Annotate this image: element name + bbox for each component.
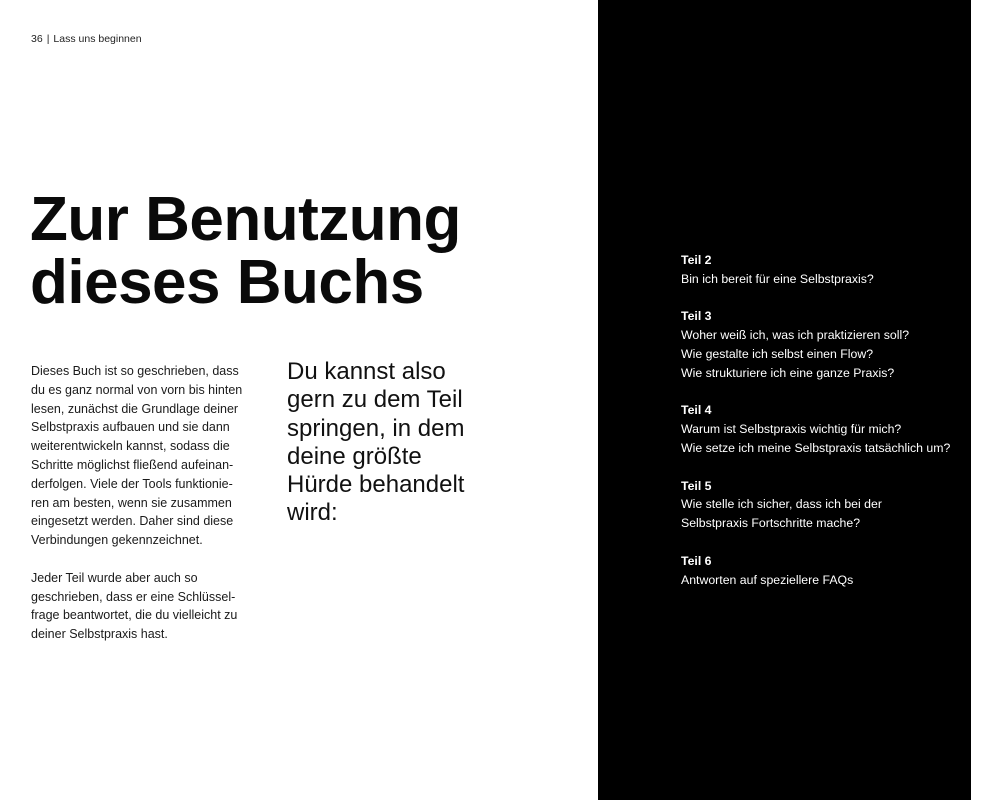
toc-item: Warum ist Selbstpraxis wichtig für mich? xyxy=(681,422,902,437)
body-paragraph xyxy=(31,569,263,644)
toc-item: Wie strukturiere ich eine ganze Praxis? xyxy=(681,365,895,380)
body-line: Dieses Buch ist so geschrieben, dass xyxy=(31,364,239,378)
page-title xyxy=(30,185,570,317)
pull-quote xyxy=(287,358,527,528)
toc-item: Antworten auf speziellere FAQs xyxy=(681,572,854,587)
body-line: frage beantwortet, die du vielleicht zu xyxy=(31,608,238,623)
toc-heading: Teil 2 xyxy=(681,253,712,267)
toc-item: Wie setze ich meine Selbstpraxis tatsächlich um? xyxy=(681,440,951,455)
toc-item: Bin ich bereit für eine Selbstpraxis? xyxy=(681,271,874,286)
header-separator: | xyxy=(46,33,50,45)
body-line: du es ganz normal von vorn bis hinten xyxy=(31,382,243,397)
toc-section-teil-2 xyxy=(681,251,1000,289)
toc-heading: Teil 3 xyxy=(681,309,712,324)
title-line: dieses Buchs xyxy=(30,248,424,317)
body-line: Selbstpraxis aufbauen und sie dann xyxy=(31,420,230,435)
pull-quote-line: Du kannst also xyxy=(287,358,446,385)
toc-section-teil-5 xyxy=(681,477,1000,533)
toc-section-teil-3 xyxy=(681,307,1000,382)
toc-item: Woher weiß ich, was ich praktizieren soll? xyxy=(681,328,910,343)
body-paragraph xyxy=(31,362,263,550)
toc-section-teil-4 xyxy=(681,401,1000,457)
toc-heading: Teil 6 xyxy=(681,553,712,568)
body-line: Schritte möglichst fließend aufeinan- xyxy=(31,457,234,472)
pull-quote-line: gern zu dem Teil xyxy=(287,386,463,414)
chapter-name: Lass uns beginnen xyxy=(53,33,142,45)
body-line: deiner Selbstpraxis hast. xyxy=(31,627,168,642)
body-line: geschrieben, dass er eine Schlüssel- xyxy=(31,589,236,604)
pull-quote-line: deine größte xyxy=(287,442,422,470)
body-line: ren am besten, wenn sie zusammen xyxy=(31,495,232,510)
toc-section-teil-6 xyxy=(681,552,1000,590)
pull-quote-line: Hürde behandelt xyxy=(287,471,465,499)
title-line: Zur Benutzung xyxy=(30,185,461,254)
toc-item: Wie stelle ich sicher, dass ich bei der xyxy=(681,497,882,512)
table-of-contents xyxy=(681,251,1000,589)
pull-quote-line: springen, in dem xyxy=(287,414,465,442)
body-line: derfolgen. Viele der Tools funktionie- xyxy=(31,476,233,491)
toc-item: Wie gestalte ich selbst einen Flow? xyxy=(681,346,874,361)
body-line: weiterentwickeln kannst, sodass die xyxy=(31,439,230,454)
pull-quote-line: wird: xyxy=(287,499,338,527)
body-line: Jeder Teil wurde aber auch so xyxy=(31,570,198,585)
toc-heading: Teil 4 xyxy=(681,403,712,418)
running-header xyxy=(31,33,142,45)
page-number: 36 xyxy=(31,33,43,45)
body-line: lesen, zunächst die Grundlage deiner xyxy=(31,401,239,416)
body-text xyxy=(31,362,263,644)
toc-heading: Teil 5 xyxy=(681,478,712,493)
body-line: eingesetzt werden. Daher sind diese xyxy=(31,514,234,529)
body-line: Verbindungen gekennzeichnet. xyxy=(31,533,203,548)
toc-item: Selbstpraxis Fortschritte mache? xyxy=(681,516,861,531)
